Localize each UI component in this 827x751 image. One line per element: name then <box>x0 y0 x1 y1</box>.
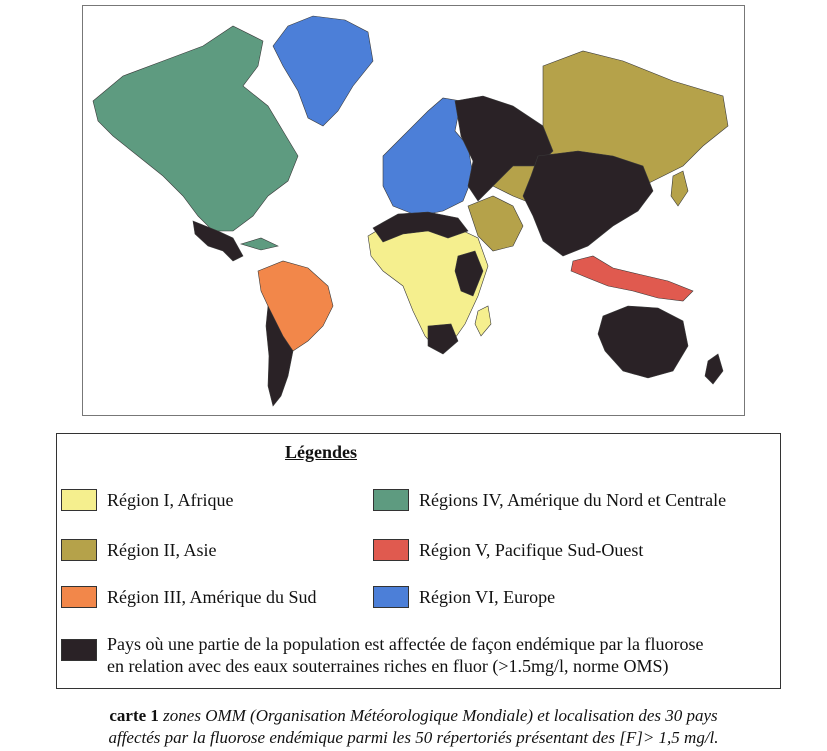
legend-item-region-1 <box>61 487 233 513</box>
map-region-australia-endemic <box>598 306 688 378</box>
legend-item-region-2 <box>61 537 217 563</box>
legend-swatch-region-1 <box>61 489 97 511</box>
map-region-japan <box>671 171 688 206</box>
legend-endemic-line-2: en relation avec des eaux souterraines riches en fluor (>1.5mg/l, norme OMS) <box>107 656 669 676</box>
caption-text-2: affectés par la fluorose endémique parmi les 50 répertoriés présentant des [F]> 1,5 mg/l. <box>108 728 719 747</box>
legend-swatch-endemic <box>61 639 97 661</box>
legend-label-region-6: Région VI, Europe <box>419 586 556 607</box>
caption-label: carte 1 <box>109 706 159 725</box>
legend-title: Légendes <box>285 442 357 462</box>
legend-swatch-region-6 <box>373 586 409 608</box>
legend-swatch-region-5 <box>373 539 409 561</box>
legend-item-region-6 <box>373 584 555 610</box>
legend-swatch-region-3 <box>61 586 97 608</box>
legend-label-region-1: Région I, Afrique <box>107 489 234 510</box>
legend-endemic-line-1: Pays où une partie de la population est affectée de façon endémique par la fluorose <box>107 634 704 654</box>
world-map <box>82 5 745 416</box>
map-region-se-asia <box>571 256 693 301</box>
legend-label-region-2: Région II, Asie <box>107 539 217 560</box>
map-region-china-endemic <box>523 151 653 256</box>
legend-swatch-region-2 <box>61 539 97 561</box>
world-map-svg <box>83 6 744 415</box>
legend-label-endemic <box>107 633 703 677</box>
legend-label-region-3: Région III, Amérique du Sud <box>107 586 317 607</box>
caption-text-1: zones OMM (Organisation Météorologique Mondiale) et localisation des 30 pays <box>163 706 718 725</box>
legend-label-region-4: Régions IV, Amérique du Nord et Centrale <box>419 489 727 510</box>
legend-item-region-3 <box>61 584 316 610</box>
legend-item-region-5 <box>373 537 643 563</box>
legend-item-region-4 <box>373 487 726 513</box>
legend-item-endemic <box>61 633 703 677</box>
legend-box <box>56 433 781 689</box>
map-region-caribbean <box>241 238 278 250</box>
legend-label-region-5: Région V, Pacifique Sud-Ouest <box>419 539 644 560</box>
caption-line-1 <box>0 705 827 727</box>
figure-caption <box>0 705 827 749</box>
map-region-new-zealand <box>705 354 723 384</box>
map-region-north-america <box>93 26 298 231</box>
map-region-greenland <box>273 16 373 126</box>
legend-swatch-region-4 <box>373 489 409 511</box>
map-region-madagascar <box>475 306 491 336</box>
